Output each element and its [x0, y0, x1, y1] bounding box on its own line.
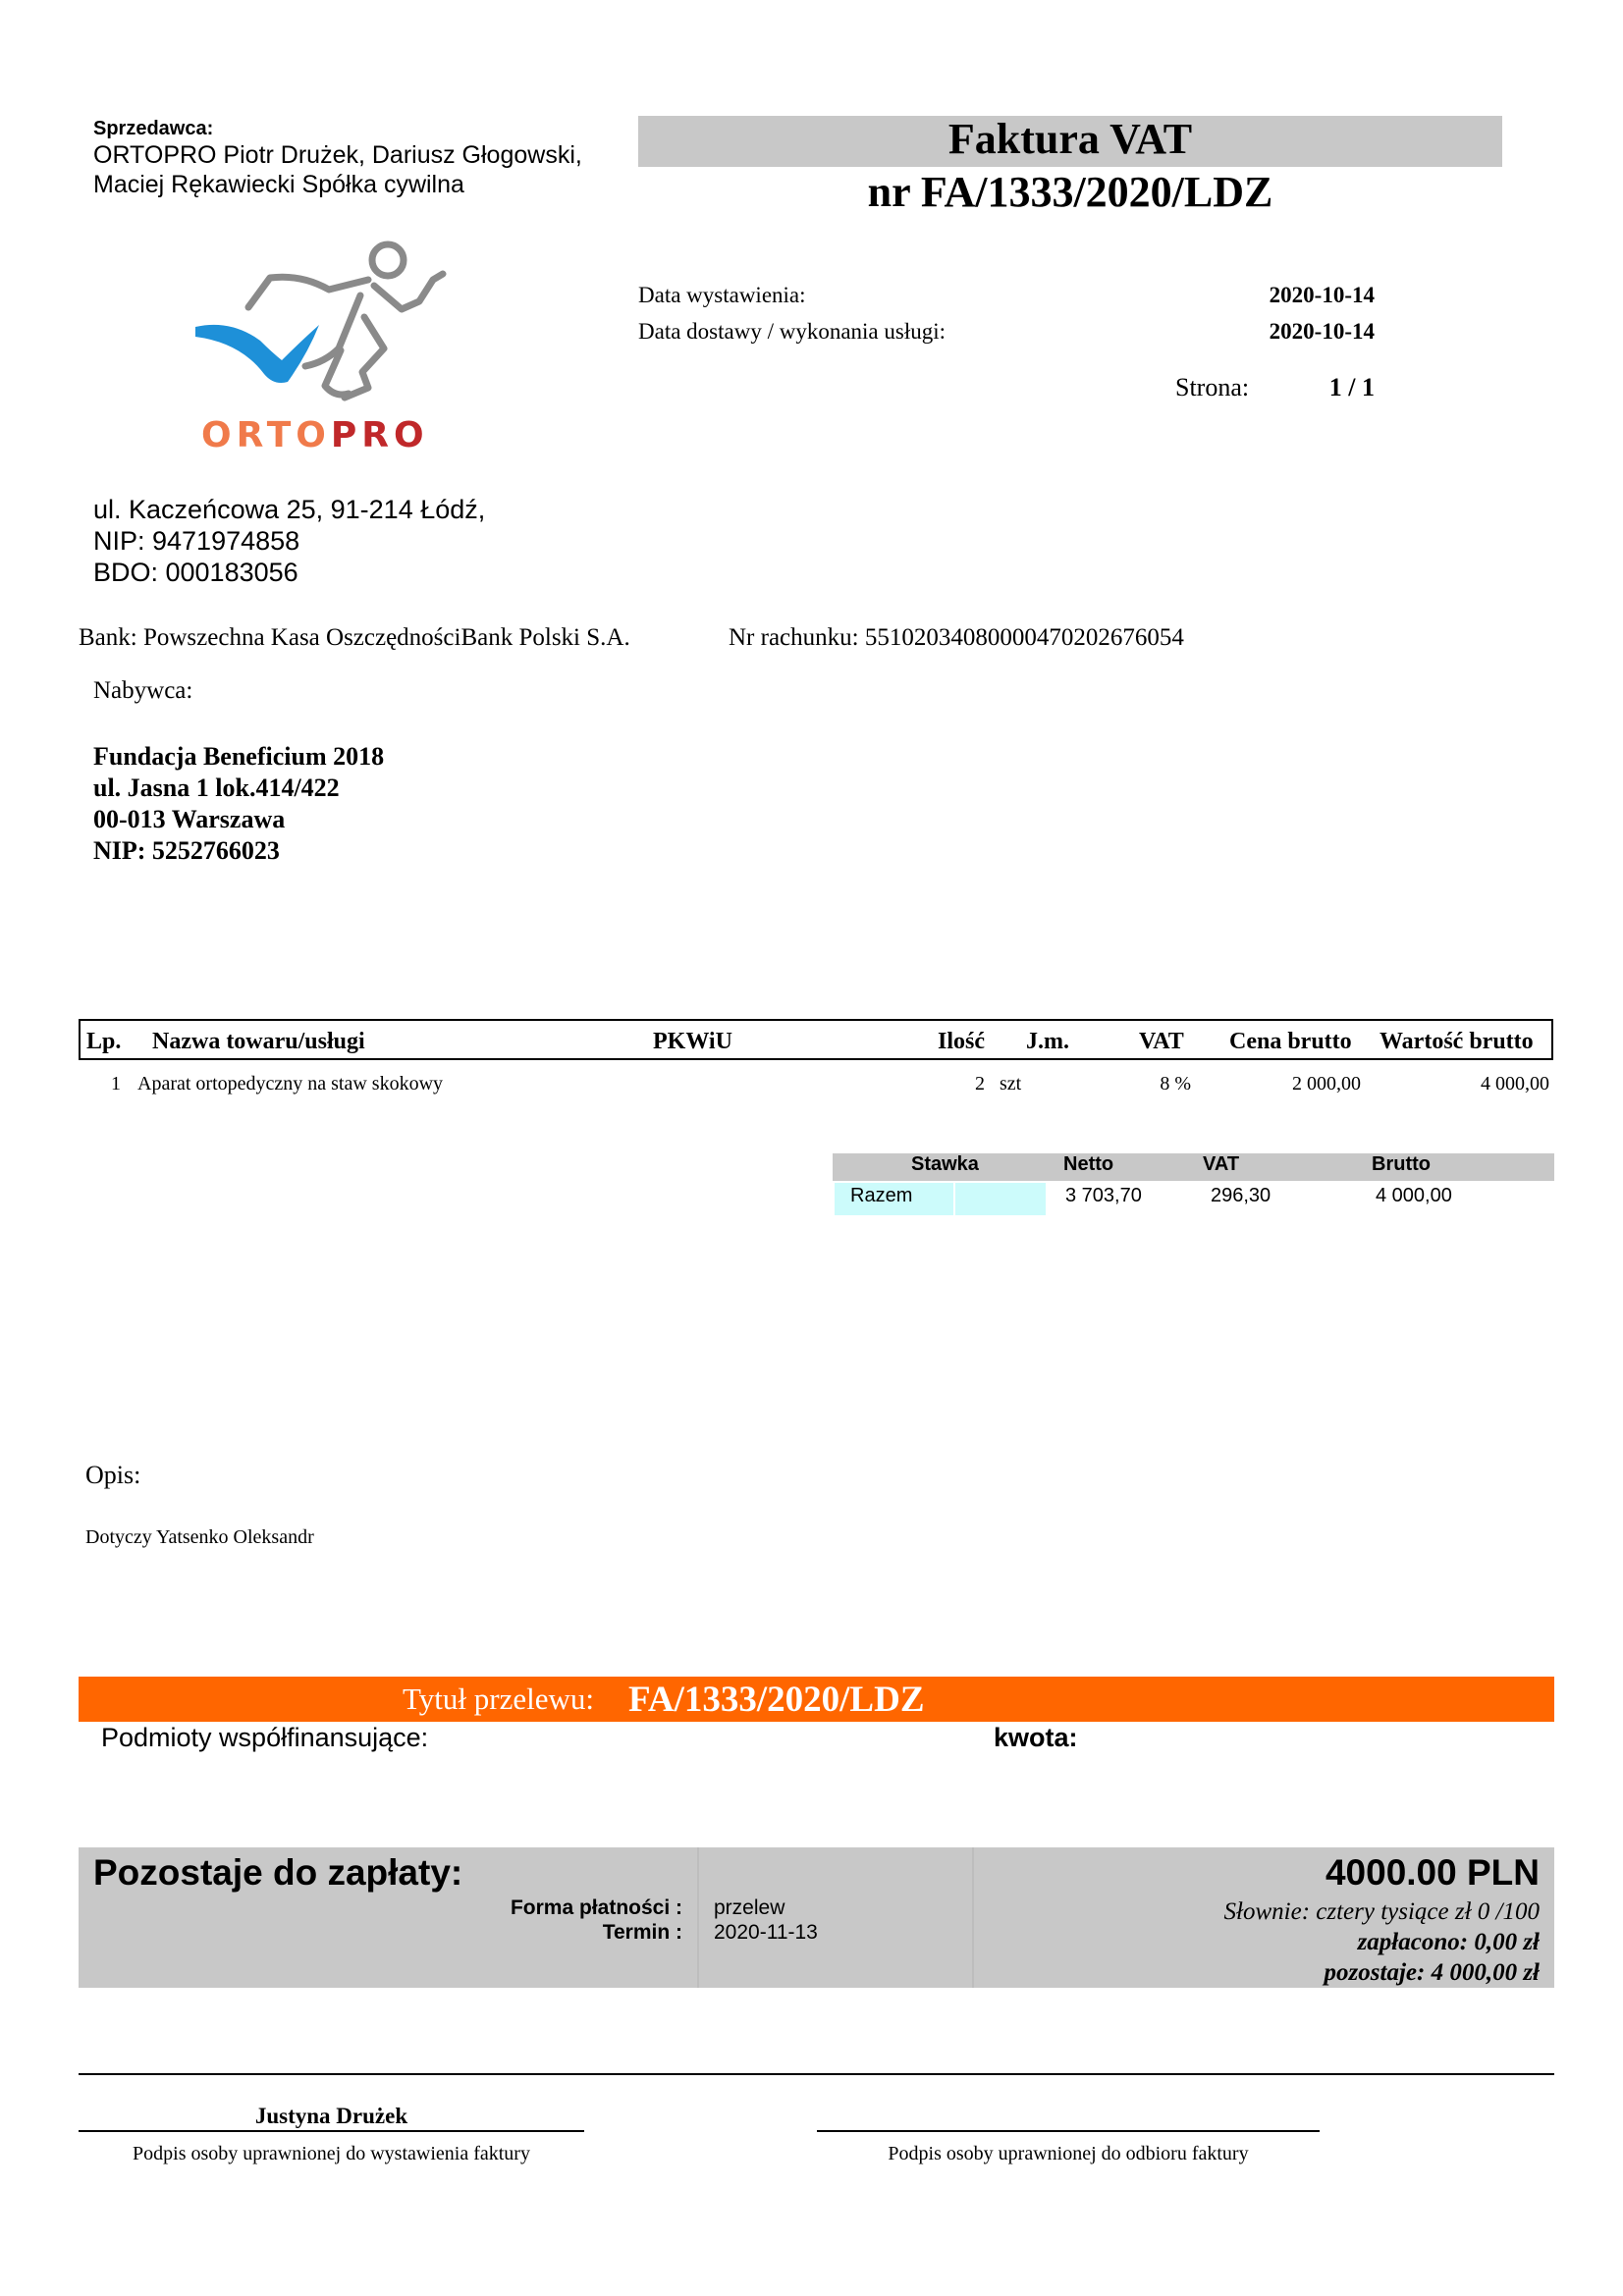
summary-total-divider	[953, 1183, 955, 1215]
summary-total-net: 3 703,70	[1065, 1185, 1142, 1206]
col-header-name: Nazwa towaru/usługi	[152, 1029, 365, 1054]
description-label: Opis:	[85, 1461, 141, 1489]
row-lp: 1	[111, 1073, 121, 1095]
amount-paid: zapłacono: 0,00 zł	[1357, 1929, 1540, 1955]
col-header-value: Wartość brutto	[1380, 1029, 1534, 1054]
seller-address-block	[93, 494, 485, 588]
transfer-title-label: Tytuł przelewu:	[403, 1682, 594, 1716]
summary-header-vat: VAT	[1203, 1153, 1240, 1175]
payment-term-value: 2020-11-13	[714, 1921, 818, 1944]
summary-header-gross: Brutto	[1372, 1153, 1431, 1175]
payment-method-value: przelew	[714, 1896, 785, 1919]
col-header-lp: Lp.	[86, 1029, 122, 1054]
buyer-nip: NIP: 5252766023	[93, 836, 280, 865]
summary-header-net: Netto	[1063, 1153, 1114, 1175]
buyer-name: Fundacja Beneficium 2018	[93, 742, 385, 771]
buyer-label: Nabywca:	[93, 677, 193, 704]
summary-header-rate: Stawka	[911, 1153, 979, 1175]
seller-bdo: BDO: 000183056	[93, 558, 298, 587]
seller-nip: NIP: 9471974858	[93, 526, 300, 556]
bank-name: Bank: Powszechna Kasa OszczędnościBank Polski S.A.	[79, 624, 630, 651]
issuer-name: Justyna Drużek	[254, 2104, 408, 2128]
issue-date-label: Data wystawienia:	[638, 283, 806, 307]
running-figure-icon	[191, 239, 486, 464]
col-header-vat: VAT	[1139, 1029, 1184, 1054]
amount-due-label: Pozostaje do zapłaty:	[93, 1852, 463, 1893]
summary-total-gross: 4 000,00	[1376, 1185, 1452, 1206]
page-label: Strona:	[1175, 373, 1250, 401]
buyer-block	[93, 741, 384, 867]
ortopro-logo	[191, 239, 486, 464]
payment-term-label: Termin :	[602, 1921, 682, 1944]
invoice-title: Faktura VAT	[947, 115, 1193, 163]
buyer-city: 00-013 Warszawa	[93, 805, 286, 833]
payment-method-label: Forma płatności :	[510, 1896, 682, 1919]
cofinancing-label: Podmioty współfinansujące:	[101, 1723, 429, 1752]
receiver-signature-caption: Podpis osoby uprawnionej do odbioru faktury	[888, 2143, 1249, 2164]
col-header-pkwiu: PKWiU	[653, 1029, 732, 1054]
issuer-signature-line	[79, 2130, 584, 2132]
issue-date: 2020-10-14	[1269, 283, 1375, 307]
bank-account: Nr rachunku: 55102034080000470202676054	[729, 624, 1184, 651]
amount-label: kwota:	[994, 1723, 1078, 1752]
delivery-date: 2020-10-14	[1269, 319, 1375, 344]
page-number: 1 / 1	[1328, 373, 1375, 401]
seller-name	[93, 140, 643, 199]
col-header-qty: Ilość	[938, 1029, 985, 1054]
delivery-date-label: Data dostawy / wykonania usługi:	[638, 319, 947, 344]
row-price: 2 000,00	[1292, 1073, 1361, 1095]
seller-address: ul. Kaczeńcowa 25, 91-214 Łódź,	[93, 495, 486, 524]
row-unit: szt	[1000, 1073, 1022, 1095]
col-header-unit: J.m.	[1026, 1029, 1069, 1054]
amount-in-words: Słownie: cztery tysiące zł 0 /100	[1223, 1898, 1540, 1925]
summary-total-label: Razem	[850, 1185, 913, 1206]
amount-remaining: pozostaje: 4 000,00 zł	[1324, 1959, 1540, 1986]
receiver-signature-line	[817, 2130, 1320, 2132]
buyer-street: ul. Jasna 1 lok.414/422	[93, 774, 340, 802]
issuer-signature-caption: Podpis osoby uprawnionej do wystawienia faktury	[133, 2143, 530, 2164]
payment-divider	[697, 1847, 699, 1988]
row-qty: 2	[975, 1073, 985, 1095]
seller-name-line1: ORTOPRO Piotr Drużek, Dariusz Głogowski,	[93, 141, 582, 169]
row-name: Aparat ortopedyczny na staw skokowy	[137, 1073, 444, 1095]
seller-name-line2: Maciej Rękawiecki Spółka cywilna	[93, 171, 464, 198]
row-value: 4 000,00	[1481, 1073, 1549, 1095]
logo-wordmark: ORTOPRO	[201, 415, 429, 455]
row-vat: 8 %	[1160, 1073, 1191, 1095]
description-text: Dotyczy Yatsenko Oleksandr	[85, 1526, 314, 1548]
amount-due-value: 4000.00 PLN	[1325, 1852, 1540, 1893]
signature-divider	[79, 2073, 1554, 2075]
col-header-price: Cena brutto	[1229, 1029, 1352, 1054]
transfer-title-value: FA/1333/2020/LDZ	[628, 1680, 925, 1720]
invoice-number: nr FA/1333/2020/LDZ	[867, 168, 1273, 216]
payment-divider	[972, 1847, 974, 1988]
summary-total-vat: 296,30	[1211, 1185, 1271, 1206]
seller-label: Sprzedawca:	[93, 118, 214, 139]
